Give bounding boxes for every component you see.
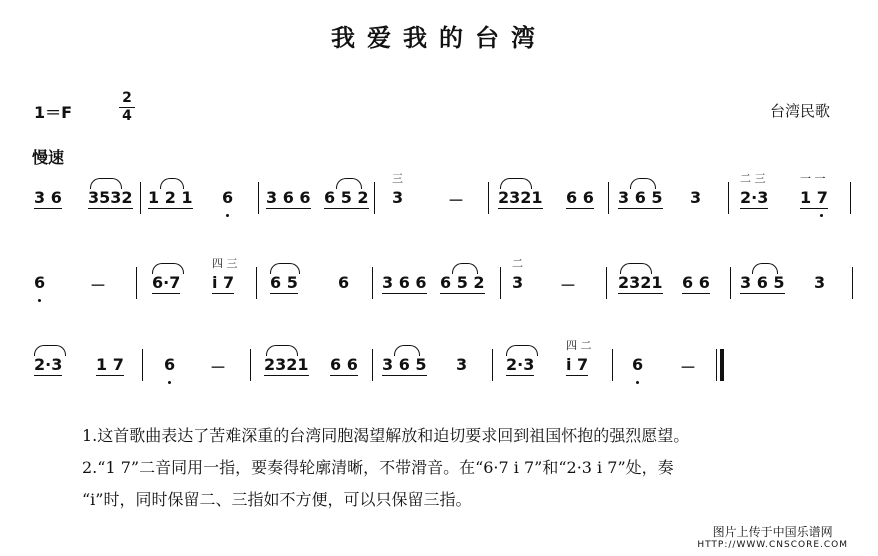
note-group: i 7 [212, 273, 235, 292]
lower-octave-dot [820, 214, 823, 217]
dash: － [210, 358, 227, 377]
score-row-2 [0, 255, 878, 325]
note-group: 3 6 6 [382, 273, 427, 292]
meter-bottom: 4 [122, 108, 132, 124]
note-line-2: 2.“1 7”二音同用一指，要奏得轮廓清晰，不带滑音。在“6·7 i 7”和“2·3 i 7”处，奏 [82, 458, 674, 477]
slur [452, 263, 478, 274]
song-source: 台湾民歌 [769, 102, 830, 120]
note-group: 6 5 [270, 273, 298, 292]
slur [506, 345, 538, 356]
slur [270, 263, 300, 274]
note-line-1: 1.这首歌曲表达了苦难深重的台湾同胞渴望解放和迫切要求回到祖国怀抱的强烈愿望。 [82, 426, 690, 445]
bar-line [372, 349, 373, 381]
dash: － [448, 191, 465, 210]
note-group: 3 6 5 [382, 355, 427, 374]
note-group: 6·7 [152, 273, 181, 292]
watermark-url: HTTP://WWW.CNSCORE.COM [697, 540, 848, 550]
bar-line [606, 267, 607, 299]
note-group: 2321 [498, 188, 543, 207]
note-group: 3 6 5 [618, 188, 663, 207]
note-group: i 7 [566, 355, 589, 374]
watermark [697, 523, 848, 550]
dash: － [560, 276, 577, 295]
dash: － [90, 276, 107, 295]
bar-line [374, 182, 375, 214]
score-row-3 [0, 337, 878, 407]
note: 3 [690, 188, 702, 207]
bar-line [140, 182, 141, 214]
note-group: 6 5 2 [440, 273, 485, 292]
watermark-text: 图片上传于中国乐谱网 [712, 525, 833, 539]
bar-line [250, 349, 251, 381]
fingering-mark: 三 [392, 172, 403, 185]
meter-top: 2 [122, 90, 132, 106]
note: 6 [34, 273, 46, 292]
note-group: 3532 [88, 188, 133, 207]
note: 3 [456, 355, 468, 374]
lower-octave-dot [636, 381, 639, 384]
bar-line [608, 182, 609, 214]
slur [500, 178, 532, 189]
lower-octave-dot [168, 381, 171, 384]
final-bar-thick [720, 349, 724, 381]
note-group: 2321 [618, 273, 663, 292]
score-row-1 [0, 170, 878, 240]
slur [630, 178, 656, 189]
performance-notes [82, 420, 852, 516]
bar-line [142, 349, 143, 381]
slur [34, 345, 66, 356]
bar-line [500, 267, 501, 299]
dash: － [680, 358, 697, 377]
bar-line [850, 182, 851, 214]
time-signature [118, 90, 136, 125]
slur [152, 263, 184, 274]
bar-line [728, 182, 729, 214]
note: 6 [164, 355, 176, 374]
note: 3 [814, 273, 826, 292]
bar-line [492, 349, 493, 381]
note-group: 2·3 [506, 355, 535, 374]
note-group: 6 6 [682, 273, 710, 292]
note: 3 [392, 188, 404, 207]
slur [266, 345, 298, 356]
tempo-marking: 慢速 [32, 148, 65, 167]
note-group: 2321 [264, 355, 309, 374]
note-line-3: “i”时，同时保留二、三指如不方便，可以只保留三指。 [82, 490, 472, 509]
bar-line [256, 267, 257, 299]
bar-line [372, 267, 373, 299]
slur [336, 178, 362, 189]
lower-octave-dot [38, 299, 41, 302]
note: 6 [632, 355, 644, 374]
slur [752, 263, 778, 274]
note-group: 6 6 [566, 188, 594, 207]
fingering-mark: 四 二 [566, 339, 592, 352]
note-group: 3 6 5 [740, 273, 785, 292]
bar-line [488, 182, 489, 214]
bar-line [258, 182, 259, 214]
slur [620, 263, 652, 274]
bar-line [852, 267, 853, 299]
fingering-mark: 二 三 [740, 172, 766, 185]
bar-line [612, 349, 613, 381]
note-group: 3 6 6 [266, 188, 311, 207]
fingering-mark: 一 一 [800, 172, 826, 185]
note-group: 1 2 1 [148, 188, 193, 207]
slur [394, 345, 420, 356]
note-group: 2·3 [34, 355, 63, 374]
fingering-mark: 四 三 [212, 257, 238, 270]
final-bar-thin [716, 349, 717, 381]
note-group: 2·3 [740, 188, 769, 207]
slur [90, 178, 122, 189]
note: 6 [338, 273, 350, 292]
note-group: 6 5 2 [324, 188, 369, 207]
slur [160, 178, 184, 189]
song-title: 我爱我的台湾 [331, 23, 547, 52]
note: 3 [512, 273, 524, 292]
key-signature: 1＝F [34, 103, 73, 122]
note-group: 6 6 [330, 355, 358, 374]
note: 6 [222, 188, 234, 207]
note-group: 3 6 [34, 188, 62, 207]
note-group: 1 7 [96, 355, 124, 374]
bar-line [730, 267, 731, 299]
bar-line [136, 267, 137, 299]
lower-octave-dot [226, 214, 229, 217]
note-group: 1 7 [800, 188, 828, 207]
fingering-mark: 二 [512, 257, 523, 270]
